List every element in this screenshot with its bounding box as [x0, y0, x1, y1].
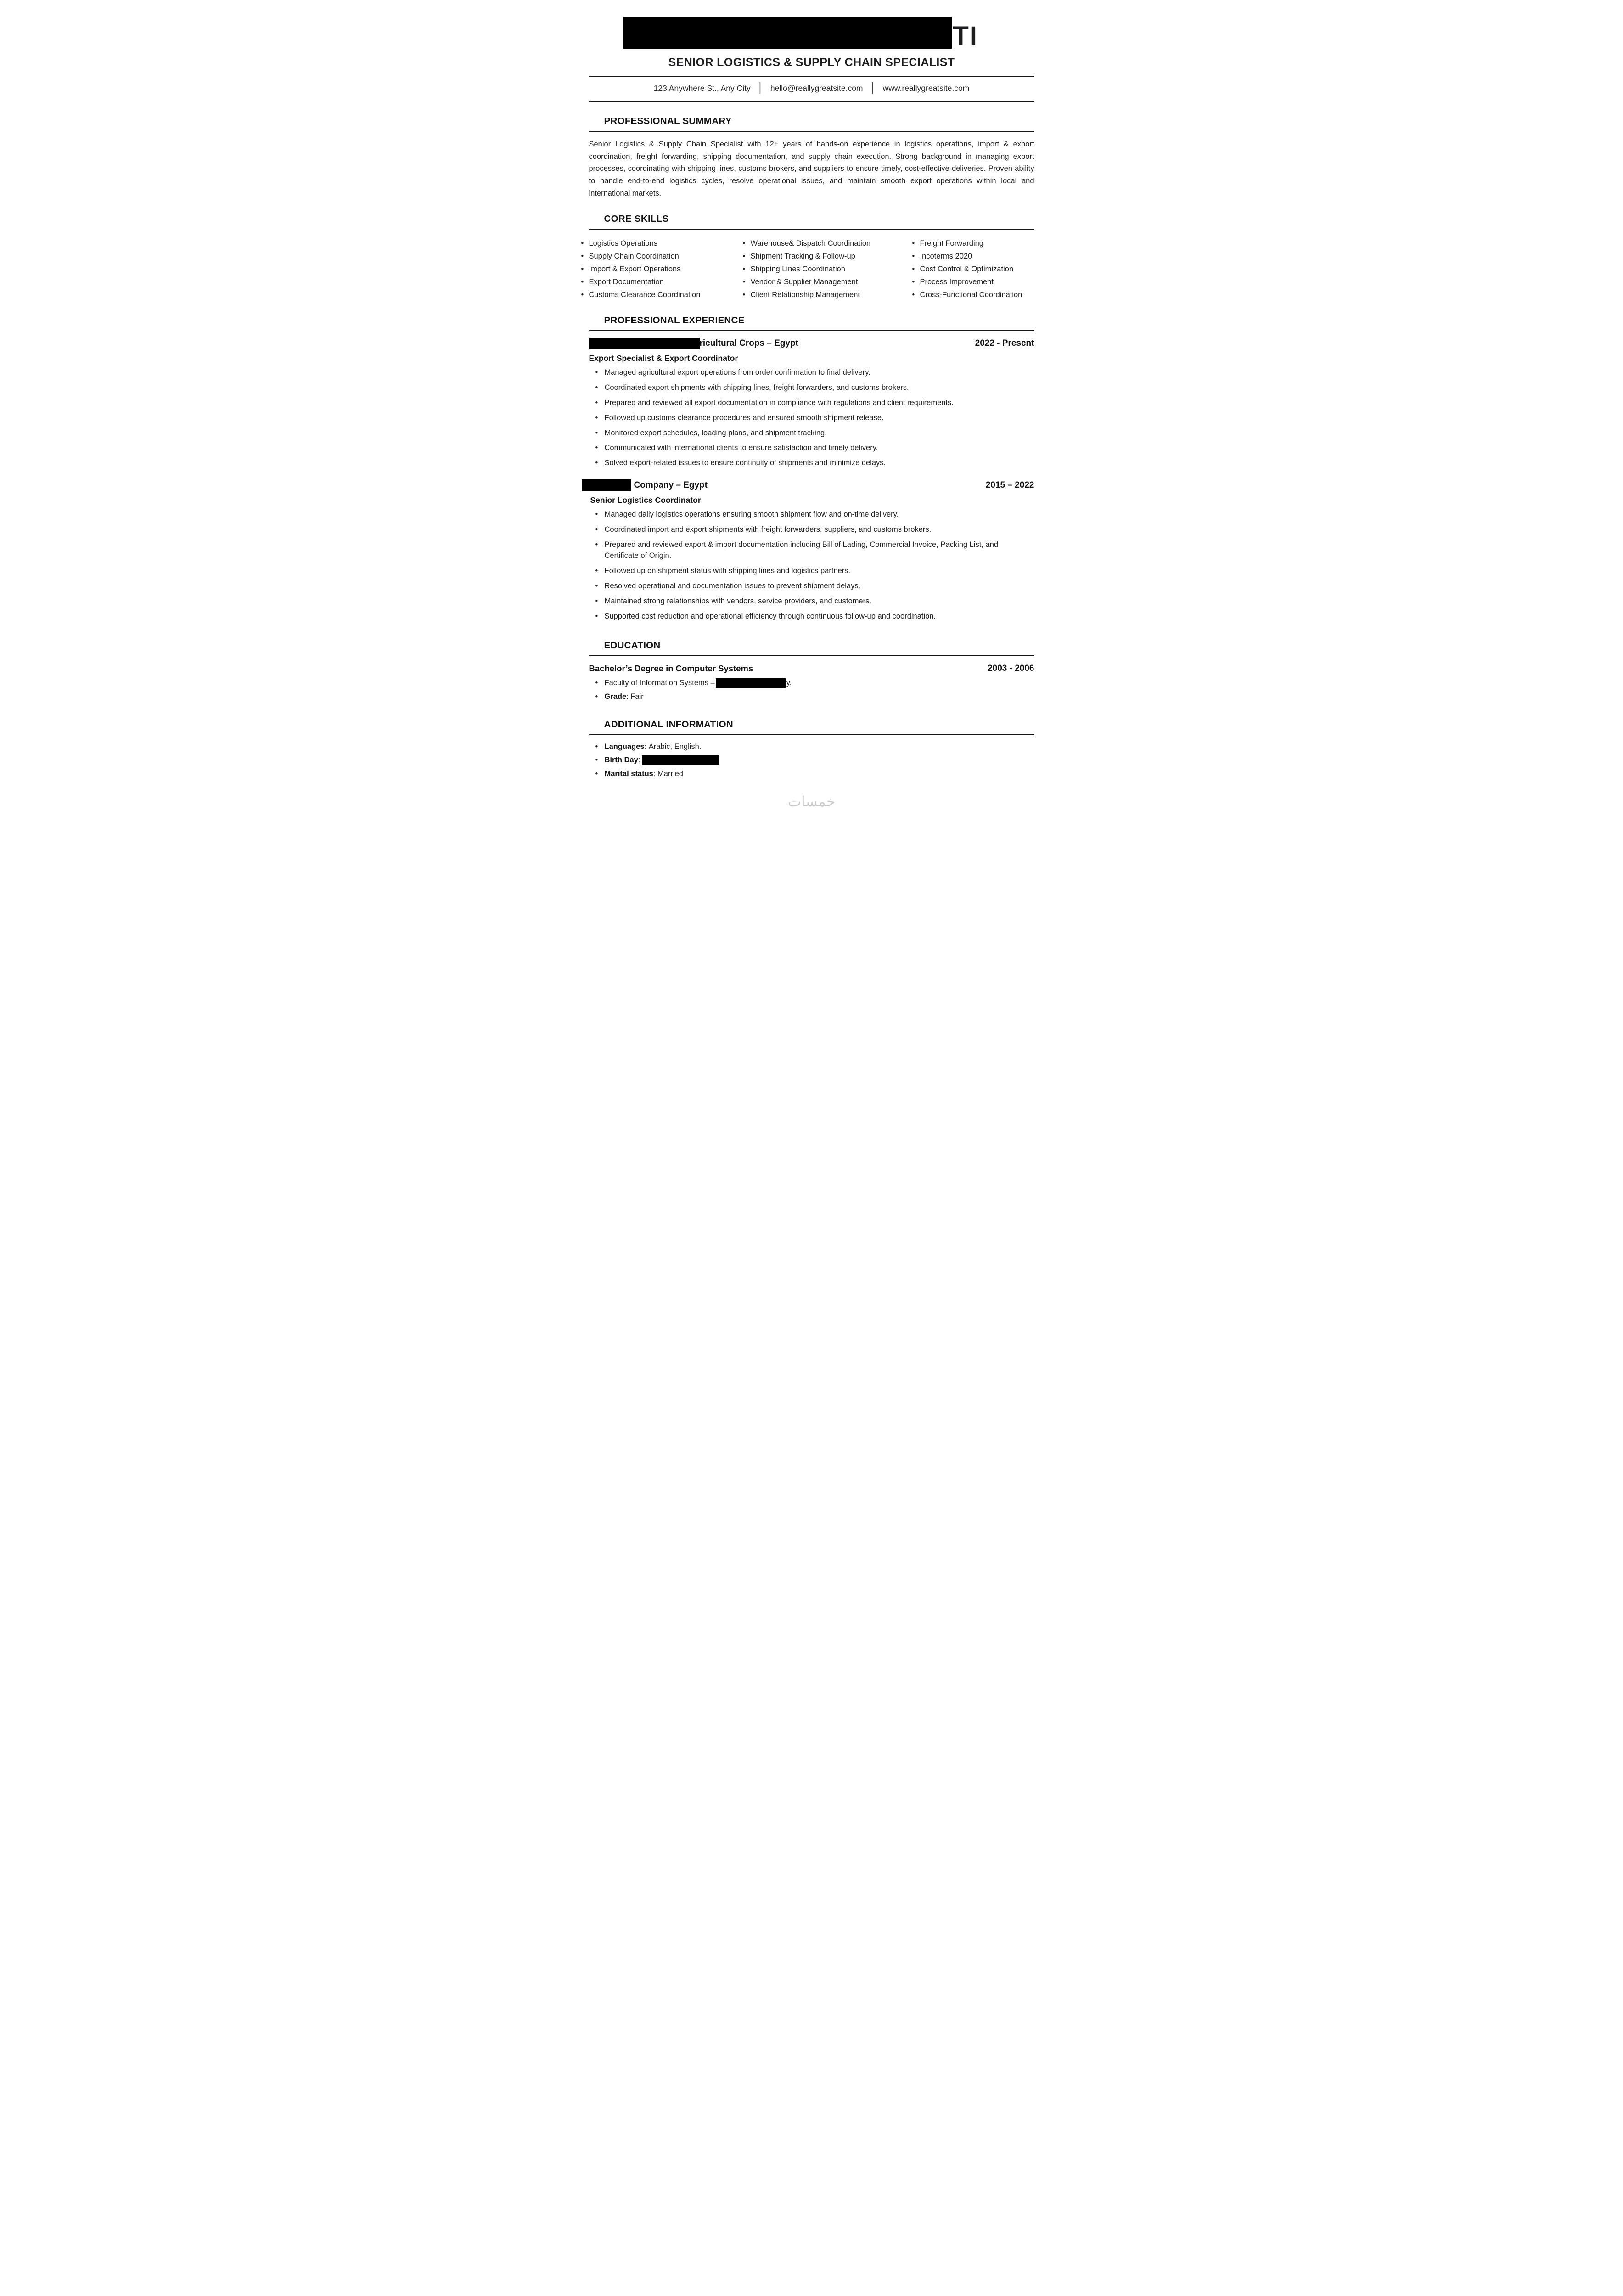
divider-top — [589, 76, 1034, 77]
summary-text: Senior Logistics & Supply Chain Specialist with 12+ years of hands-on experience in logistics operations, import & export coordination, freight forwarding, shipping documentation, and supply chain execution. Strong background in managing export processes, coordinating with shipping lines, customs brokers, and suppliers to ensure timely, cost-effective deliveries. Proven ability to handle end-to-end logistics cycles, resolve operational issues, and maintain smooth export operations within local and international markets. — [589, 140, 1034, 197]
job-bullet: • Coordinated import and export shipments with freight forwarders, suppliers, and customs brokers. — [589, 524, 1034, 535]
skill-item: • Vendor & Supplier Management — [751, 276, 920, 288]
skill-item: • Logistics Operations — [589, 237, 751, 250]
degree-name: Bachelor’s Degree in Computer Systems — [589, 663, 753, 673]
info-item-marital — [589, 769, 1034, 780]
name-redaction-bar — [623, 17, 952, 49]
job-bullet: • Monitored export schedules, loading plans, and shipment tracking. — [589, 428, 1034, 439]
divider-contact — [589, 101, 1034, 102]
skill-item: • Client Relationship Management — [751, 288, 920, 301]
name-row — [623, 17, 1034, 49]
skills-column-1 — [589, 237, 751, 301]
skill-item: • Shipping Lines Coordination — [751, 263, 920, 276]
info-item-languages — [589, 742, 1034, 753]
job-dates: 2022 - Present — [975, 338, 1034, 348]
skill-item: • Incoterms 2020 — [920, 250, 1034, 263]
job-bullet: • Coordinated export shipments with shipping lines, freight forwarders, and customs brokers. — [589, 383, 1034, 394]
job-header — [589, 338, 1034, 349]
watermark: خمسات — [787, 793, 836, 810]
job-header — [589, 479, 1034, 491]
job-role: Senior Logistics Coordinator — [590, 495, 701, 505]
skill-item: • Export Documentation — [589, 276, 751, 288]
job-bullet: • Communicated with international clients to ensure satisfaction and timely delivery. — [589, 443, 1034, 454]
additional-info-list — [589, 742, 1034, 783]
contact-address: 123 Anywhere St., Any City — [653, 83, 751, 93]
job-bullet: • Managed agricultural export operations from order confirmation to final delivery. — [589, 367, 1034, 378]
skills-column-2 — [751, 237, 920, 301]
skills-column-3 — [920, 237, 1034, 301]
contact-separator: │ — [757, 83, 764, 93]
grade-value: : Fair — [626, 692, 644, 701]
skill-item: • Process Improvement — [920, 276, 1034, 288]
skill-item: • Supply Chain Coordination — [589, 250, 751, 263]
company-name — [589, 338, 798, 349]
faculty-text-suffix: y. — [786, 678, 792, 687]
skill-item: • Customs Clearance Coordination — [589, 288, 751, 301]
company-redaction-bar — [582, 479, 631, 491]
section-heading-experience: PROFESSIONAL EXPERIENCE — [589, 315, 1034, 331]
job-bullet: • Managed daily logistics operations ensuring smooth shipment flow and on-time delivery. — [589, 509, 1034, 520]
resume-page — [559, 0, 1064, 817]
skill-item: • Freight Forwarding — [920, 237, 1034, 250]
skill-item: • Cost Control & Optimization — [920, 263, 1034, 276]
contact-separator: │ — [870, 83, 876, 93]
faculty-text: Faculty of Information Systems – — [604, 678, 715, 687]
job-bullet-list — [589, 509, 1034, 626]
job-dates: 2015 – 2022 — [985, 480, 1034, 490]
resume-title: SENIOR LOGISTICS & SUPPLY CHAIN SPECIALIST — [668, 56, 955, 69]
name-suffix: TI — [952, 21, 978, 51]
education-bullet-faculty — [589, 678, 1034, 689]
info-item-birthday — [589, 755, 1034, 766]
contact-line — [589, 83, 1034, 94]
birthday-redaction-bar — [642, 755, 719, 765]
company-visible-text: Company – Egypt — [634, 480, 708, 490]
company-name — [589, 479, 708, 491]
job-bullet: • Maintained strong relationships with vendors, service providers, and customers. — [589, 596, 1034, 607]
company-redaction-bar — [589, 338, 700, 349]
info-colon-birthday: : — [638, 756, 640, 765]
skill-item: • Import & Export Operations — [589, 263, 751, 276]
education-bullet-grade — [589, 692, 1034, 703]
job-bullet-list — [589, 367, 1034, 473]
job-bullet: • Resolved operational and documentation issues to prevent shipment delays. — [589, 581, 1034, 592]
info-label-marital: Marital status — [604, 770, 653, 778]
info-label-languages: Languages: — [604, 742, 647, 751]
contact-email: hello@reallygreatsite.com — [770, 83, 863, 93]
skill-item: • Cross-Functional Coordination — [920, 288, 1034, 301]
section-heading-summary: PROFESSIONAL SUMMARY — [589, 116, 1034, 132]
job-bullet: • Prepared and reviewed all export documentation in compliance with regulations and client requirements. — [589, 398, 1034, 409]
job-bullet: • Prepared and reviewed export & import documentation including Bill of Lading, Commercial Invoice, Packing List, and Certificate of Origin. — [589, 540, 1034, 562]
company-visible-text: ricultural Crops – Egypt — [699, 338, 798, 348]
grade-label: Grade — [604, 692, 627, 701]
section-heading-skills: CORE SKILLS — [589, 214, 1034, 230]
skills-grid — [589, 237, 1034, 301]
education-dates: 2003 - 2006 — [988, 663, 1034, 673]
section-heading-education: EDUCATION — [589, 640, 1034, 656]
skill-item: • Shipment Tracking & Follow-up — [751, 250, 920, 263]
job-bullet: • Supported cost reduction and operational efficiency through continuous follow-up and coordination. — [589, 611, 1034, 622]
job-role: Export Specialist & Export Coordinator — [589, 353, 738, 363]
job-bullet: • Followed up customs clearance procedures and ensured smooth shipment release. — [589, 413, 1034, 424]
job-bullet: • Followed up on shipment status with shipping lines and logistics partners. — [589, 566, 1034, 577]
info-value-marital: : Married — [653, 770, 683, 778]
section-heading-additional: ADDITIONAL INFORMATION — [589, 719, 1034, 735]
contact-website: www.reallygreatsite.com — [882, 83, 970, 93]
skill-item: • Warehouse& Dispatch Coordination — [751, 237, 920, 250]
faculty-redaction-bar — [716, 678, 786, 688]
info-label-birthday: Birth Day — [604, 756, 638, 765]
info-value-languages: Arabic, English. — [647, 742, 702, 751]
education-bullet-list — [589, 678, 1034, 705]
job-bullet: • Solved export-related issues to ensure continuity of shipments and minimize delays. — [589, 458, 1034, 469]
education-header — [589, 664, 1034, 674]
